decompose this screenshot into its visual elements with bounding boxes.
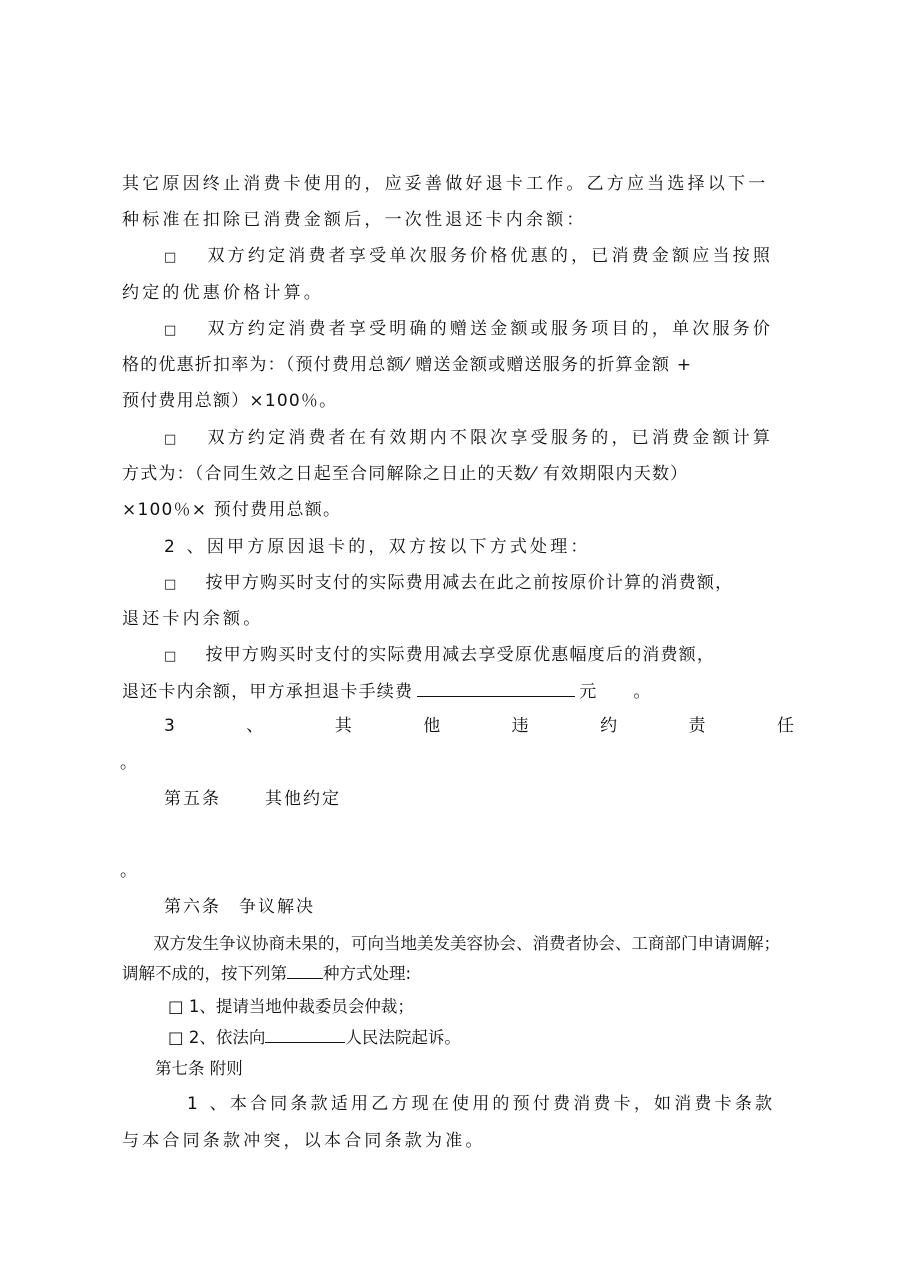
- justified-char: 他: [423, 716, 441, 736]
- article-title: 争议解决: [239, 897, 315, 917]
- option-text: 按甲方购买时支付的实际费用减去在此之前按原价计算的消费额，: [205, 573, 734, 593]
- article-title: 其他约定: [265, 789, 341, 809]
- option-line: 格的优惠折扣率为：（预付费用总额⁄ 赠送金额或赠送服务的折算金额 +: [122, 355, 693, 375]
- fee-blank-field[interactable]: [417, 682, 575, 697]
- option-line: 方式为：（合同生效之日起至合同解除之日止的天数⁄ 有效期限内天数）: [122, 464, 689, 484]
- justified-char: 违: [511, 716, 529, 736]
- period-text: 。: [120, 861, 137, 881]
- option-text: 双方约定消费者享受单次服务价格优惠的，已消费金额应当按照: [207, 246, 774, 266]
- option-text: 双方约定消费者在有效期内不限次享受服务的，已消费金额计算: [207, 428, 774, 448]
- article-5-heading: [164, 787, 341, 811]
- checkbox-icon: □: [164, 649, 178, 664]
- checkbox-icon: □: [164, 432, 180, 447]
- justified-char: 约: [600, 716, 618, 736]
- option-line: 约定的优惠价格计算。: [122, 283, 324, 303]
- period-text: 。: [120, 753, 137, 773]
- option-line: 预付费用总额）×100％。: [122, 391, 338, 411]
- dispute-text: 种方式处理:: [323, 964, 412, 983]
- article-7-line: 与本合同条款冲突，以本合同条款为准。: [122, 1131, 486, 1151]
- checkbox-icon: □: [164, 250, 180, 265]
- checkbox-icon: □: [164, 323, 180, 338]
- justified-char: 其: [334, 716, 352, 736]
- option-text: 双方约定消费者享受明确的赠送金额或服务项目的，单次服务价: [207, 319, 774, 339]
- dispute-line: 双方发生争议协商未果的，可向当地美发美容协会、消费者协会、工商部门申请调解；: [153, 934, 780, 953]
- option-line: [164, 643, 715, 669]
- article-number: 第五条: [164, 789, 221, 809]
- method-number-blank[interactable]: [287, 964, 323, 979]
- option-line: [122, 680, 652, 704]
- option-line: [164, 244, 773, 270]
- article-7-heading: 第七条 附则: [155, 1059, 243, 1078]
- section-line: 2 、因甲方原因退卡的，双方按以下方式处理：: [164, 537, 591, 557]
- dispute-text: 调解不成的，按下列第: [122, 964, 287, 983]
- justified-char: 任: [777, 716, 794, 736]
- option-line: [164, 426, 773, 452]
- justified-char: 、: [246, 716, 264, 736]
- checkbox-icon: □: [164, 577, 178, 592]
- paragraph-line: 种标准在扣除已消费金额后，一次性退还卡内余额：: [122, 210, 587, 230]
- dispute-text: □ 2、依法向: [168, 1028, 266, 1047]
- article-number: 第六条: [164, 897, 221, 917]
- dispute-text: 人民法院起诉。: [345, 1028, 461, 1047]
- section-3-line: [164, 714, 794, 738]
- option-line: 退还卡内余额。: [122, 609, 264, 629]
- option-text: 按甲方购买时支付的实际费用减去享受原优惠幅度后的消费额，: [205, 645, 716, 665]
- period-text: 。: [633, 682, 652, 702]
- option-line: [164, 571, 733, 597]
- article-6-heading: [164, 895, 315, 919]
- court-name-blank[interactable]: [265, 1028, 345, 1043]
- justified-char: 3: [164, 716, 175, 736]
- option-line: ×100％× 预付费用总额。: [122, 500, 342, 520]
- justified-char: 责: [688, 716, 706, 736]
- dispute-option: [168, 1026, 461, 1050]
- paragraph-line: 其它原因终止消费卡使用的，应妥善做好退卡工作。乙方应当选择以下一: [122, 174, 769, 194]
- article-7-line: 1 、本合同条款适用乙方现在使用的预付费消费卡，如消费卡条款: [187, 1094, 776, 1114]
- unit-text: 元: [579, 682, 598, 702]
- option-line: [164, 317, 773, 343]
- dispute-line: [122, 962, 411, 986]
- dispute-option: □ 1、提请当地仲裁委员会仲裁；: [168, 997, 414, 1016]
- option-text: 退还卡内余额，甲方承担退卡手续费: [122, 682, 414, 702]
